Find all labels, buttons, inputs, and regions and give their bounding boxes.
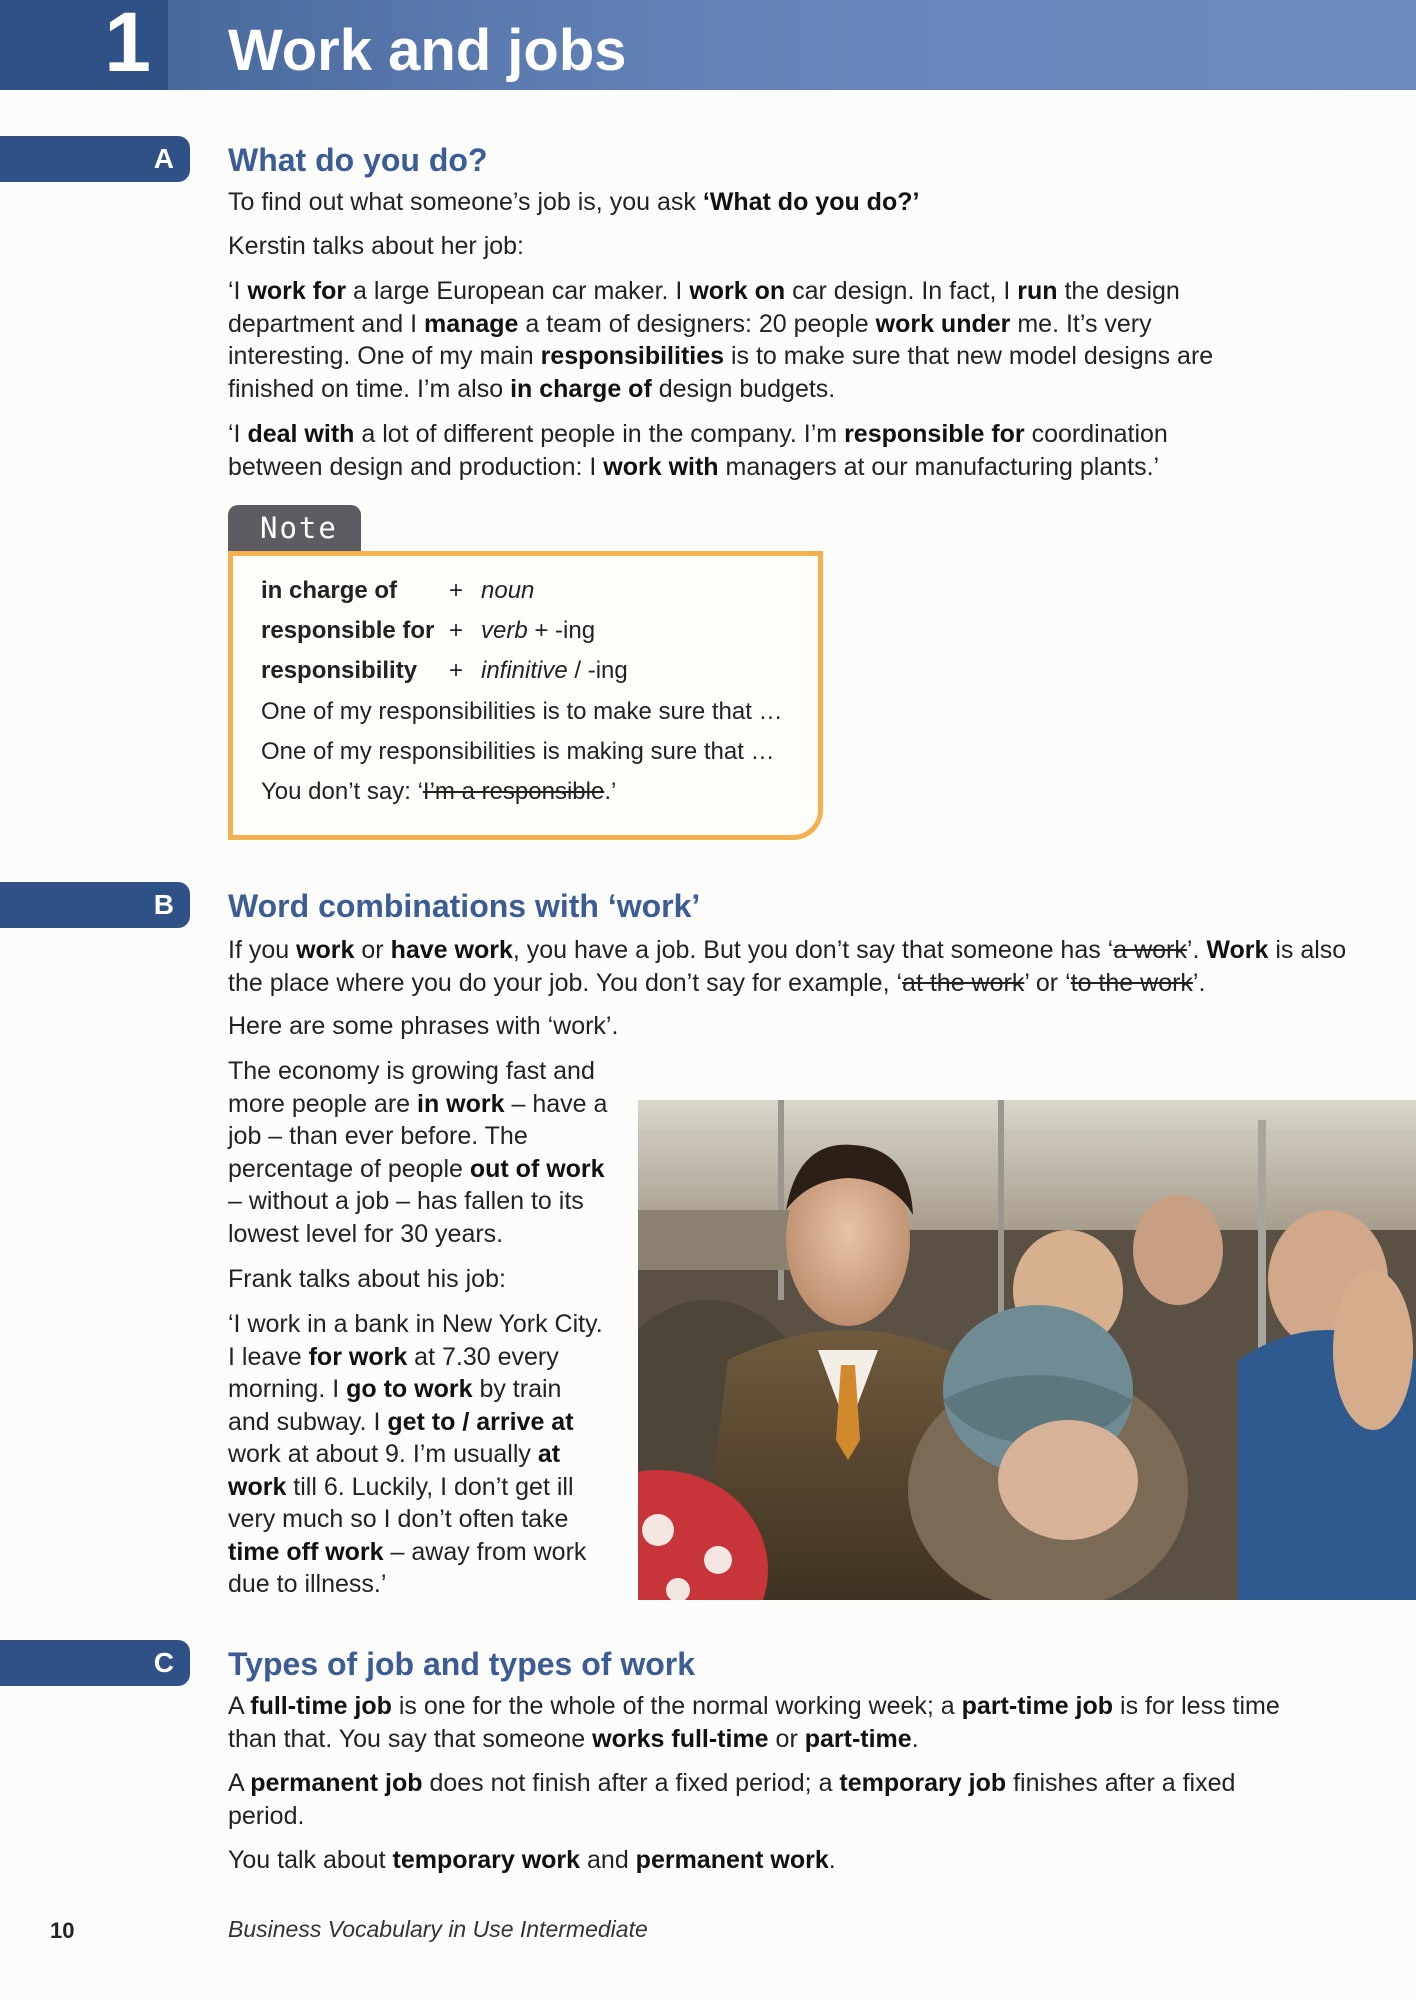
text-run: .’ bbox=[604, 778, 617, 805]
struck-text: at the work bbox=[902, 968, 1025, 997]
bold-term: work under bbox=[875, 309, 1011, 338]
note-plus: + bbox=[449, 617, 464, 644]
note-pattern bbox=[481, 657, 628, 684]
text-run: a team of designers: 20 people bbox=[518, 309, 876, 338]
text-run: coordination between design and production: I bbox=[228, 420, 1168, 481]
text-run: ‘I bbox=[228, 420, 248, 448]
struck-text: to the work bbox=[1070, 968, 1193, 997]
section-c-heading: Types of job and types of work bbox=[228, 1646, 696, 1682]
italic-text: infinitive bbox=[481, 657, 568, 684]
bold-term: temporary job bbox=[839, 1769, 1007, 1797]
photo-illustration bbox=[638, 1100, 1416, 1600]
bold-term: deal with bbox=[247, 420, 355, 448]
economy-text bbox=[228, 1055, 608, 1250]
bold-term: have work bbox=[390, 936, 513, 964]
section-a-letter: A bbox=[153, 143, 174, 174]
text-run: To find out what someone’s job is, you ask bbox=[228, 188, 703, 216]
note-term: responsible for bbox=[261, 617, 435, 644]
note-pattern bbox=[481, 617, 595, 644]
text-run: – away from work due to illness.’ bbox=[228, 1537, 587, 1598]
note-plus: + bbox=[449, 657, 464, 684]
bold-term: run bbox=[1017, 277, 1058, 305]
text-run: by train and subway. I bbox=[228, 1375, 562, 1436]
section-b-para-1 bbox=[228, 934, 1378, 999]
text-run: a lot of different people in the company. I’m bbox=[354, 420, 845, 448]
text-run: does not finish after a fixed period; a bbox=[422, 1769, 840, 1797]
kerstin-quote-2 bbox=[228, 418, 1268, 483]
unit-number-box bbox=[0, 0, 168, 90]
text-run: . bbox=[911, 1724, 919, 1753]
note-row bbox=[261, 616, 595, 646]
bold-term: permanent job bbox=[250, 1769, 423, 1797]
text-run: finishes after a fixed period. bbox=[228, 1769, 1236, 1830]
section-a-intro bbox=[228, 186, 1228, 219]
bold-term: work with bbox=[603, 452, 719, 481]
unit-title: Work and jobs bbox=[228, 18, 627, 83]
struck-text: I’m a responsible bbox=[422, 778, 605, 805]
text-run: work at about 9. I’m usually bbox=[228, 1440, 538, 1468]
bold-term: go to work bbox=[346, 1375, 473, 1403]
text-run: is also the place where you do your job. You don’t say for example, ‘ bbox=[228, 936, 1347, 997]
note-tab bbox=[228, 505, 361, 551]
bold-term: in charge of bbox=[510, 374, 652, 403]
frank-quote bbox=[228, 1308, 608, 1601]
text-run: A bbox=[228, 1769, 251, 1797]
bold-term: part-time bbox=[804, 1724, 912, 1753]
text-run: ’. bbox=[1192, 968, 1206, 997]
page-number: 10 bbox=[50, 1918, 75, 1943]
text-run: is for less time than that. You say that someone bbox=[228, 1692, 1280, 1753]
phrases-intro: Here are some phrases with ‘work’. bbox=[228, 1012, 619, 1040]
note-row bbox=[261, 656, 628, 686]
text-run: the design department and I bbox=[228, 277, 1180, 338]
kerstin-quote-1 bbox=[228, 275, 1268, 405]
text-run: car design. In fact, I bbox=[785, 277, 1018, 305]
section-c-para-2 bbox=[228, 1767, 1288, 1832]
text-run: + -ing bbox=[527, 617, 596, 644]
bold-term: responsibilities bbox=[540, 342, 725, 370]
text-run: at 7.30 every morning. I bbox=[228, 1342, 559, 1403]
bold-term: works full-time bbox=[592, 1724, 769, 1753]
text-run: is one for the whole of the normal working week; a bbox=[391, 1692, 962, 1720]
bold-term: for work bbox=[308, 1342, 408, 1371]
text-run: is to make sure that new model designs are finished on time. I’m also bbox=[228, 342, 1214, 403]
text-run: design budgets. bbox=[651, 374, 836, 403]
text-run: me. It’s very interesting. One of my main bbox=[228, 309, 1152, 370]
note-label: Note bbox=[260, 511, 338, 545]
bold-term: work for bbox=[247, 277, 347, 305]
text-run: . bbox=[828, 1846, 836, 1874]
note-row bbox=[261, 576, 534, 606]
note-plus: + bbox=[449, 577, 464, 604]
section-c-para-3 bbox=[228, 1844, 1288, 1877]
text-run: If you bbox=[228, 936, 297, 964]
text-run: or bbox=[354, 936, 391, 964]
text-run: managers at our manufacturing plants.’ bbox=[718, 452, 1160, 481]
note-example-3 bbox=[261, 777, 616, 807]
bold-term: out of work bbox=[469, 1154, 605, 1183]
text-run: You talk about bbox=[228, 1846, 393, 1874]
book-title: Business Vocabulary in Use Intermediate bbox=[228, 1916, 648, 1942]
frank-intro: Frank talks about his job: bbox=[228, 1265, 506, 1293]
subway-commuters-photo bbox=[638, 1100, 1416, 1600]
section-c-para-1 bbox=[228, 1690, 1288, 1755]
bold-term: get to / arrive at bbox=[387, 1407, 574, 1436]
unit-number: 1 bbox=[104, 0, 150, 89]
section-b-tab bbox=[0, 882, 190, 928]
bold-term: part-time job bbox=[961, 1692, 1114, 1720]
text-run: – without a job – has fallen to its lowest level for 30 years. bbox=[228, 1187, 584, 1248]
text-run: A bbox=[228, 1692, 251, 1720]
note-box bbox=[228, 551, 823, 840]
bold-term: responsible for bbox=[844, 420, 1025, 448]
unit-header-bar bbox=[0, 0, 1416, 90]
text-run: or bbox=[768, 1724, 805, 1753]
bold-term: permanent work bbox=[635, 1846, 829, 1874]
text-run: ’ or ‘ bbox=[1024, 968, 1071, 997]
bold-term: manage bbox=[423, 309, 519, 338]
section-c-letter: C bbox=[153, 1647, 174, 1678]
italic-text: noun bbox=[481, 577, 535, 604]
bold-term: Work bbox=[1206, 936, 1269, 964]
bold-term: work bbox=[296, 936, 355, 964]
bold-term: at work bbox=[228, 1440, 561, 1501]
text-run: and bbox=[580, 1846, 636, 1874]
kerstin-intro: Kerstin talks about her job: bbox=[228, 232, 524, 260]
bold-term: work on bbox=[689, 277, 786, 305]
text-run: – have a job – than ever before. The percentage of people bbox=[228, 1089, 608, 1183]
italic-text: verb bbox=[481, 617, 528, 644]
section-a-heading: What do you do? bbox=[228, 142, 488, 178]
note-term: responsibility bbox=[261, 657, 418, 684]
section-c-tab bbox=[0, 1640, 190, 1686]
note-term: in charge of bbox=[261, 577, 398, 604]
section-b-heading: Word combinations with ‘work’ bbox=[228, 888, 701, 924]
bold-term: temporary work bbox=[392, 1846, 581, 1874]
bold-term: full-time job bbox=[250, 1692, 392, 1720]
text-run: The economy is growing fast and more people are bbox=[228, 1057, 595, 1118]
text-run: ’. bbox=[1186, 936, 1207, 964]
note-pattern bbox=[481, 577, 534, 604]
text-run: till 6. Luckily, I don’t get ill very much so I don’t often take bbox=[228, 1472, 574, 1533]
text-run: ‘I bbox=[228, 277, 248, 305]
note-example-1: One of my responsibilities is to make sure that … bbox=[261, 698, 783, 725]
text-run: ‘I work in a bank in New York City. I leave bbox=[228, 1310, 603, 1371]
bold-term: time off work bbox=[228, 1537, 384, 1566]
bold-term: in work bbox=[417, 1089, 505, 1118]
text-run: a large European car maker. I bbox=[346, 277, 690, 305]
struck-text: a work bbox=[1113, 936, 1187, 964]
bold-term: ‘What do you do?’ bbox=[702, 188, 920, 216]
text-run: You don’t say: ‘ bbox=[261, 778, 423, 805]
text-run: , you have a job. But you don’t say that someone has ‘ bbox=[512, 936, 1114, 964]
section-b-letter: B bbox=[153, 889, 174, 920]
note-example-2: One of my responsibilities is making sure that … bbox=[261, 738, 775, 765]
section-a-tab bbox=[0, 136, 190, 182]
text-run: / -ing bbox=[567, 657, 628, 684]
